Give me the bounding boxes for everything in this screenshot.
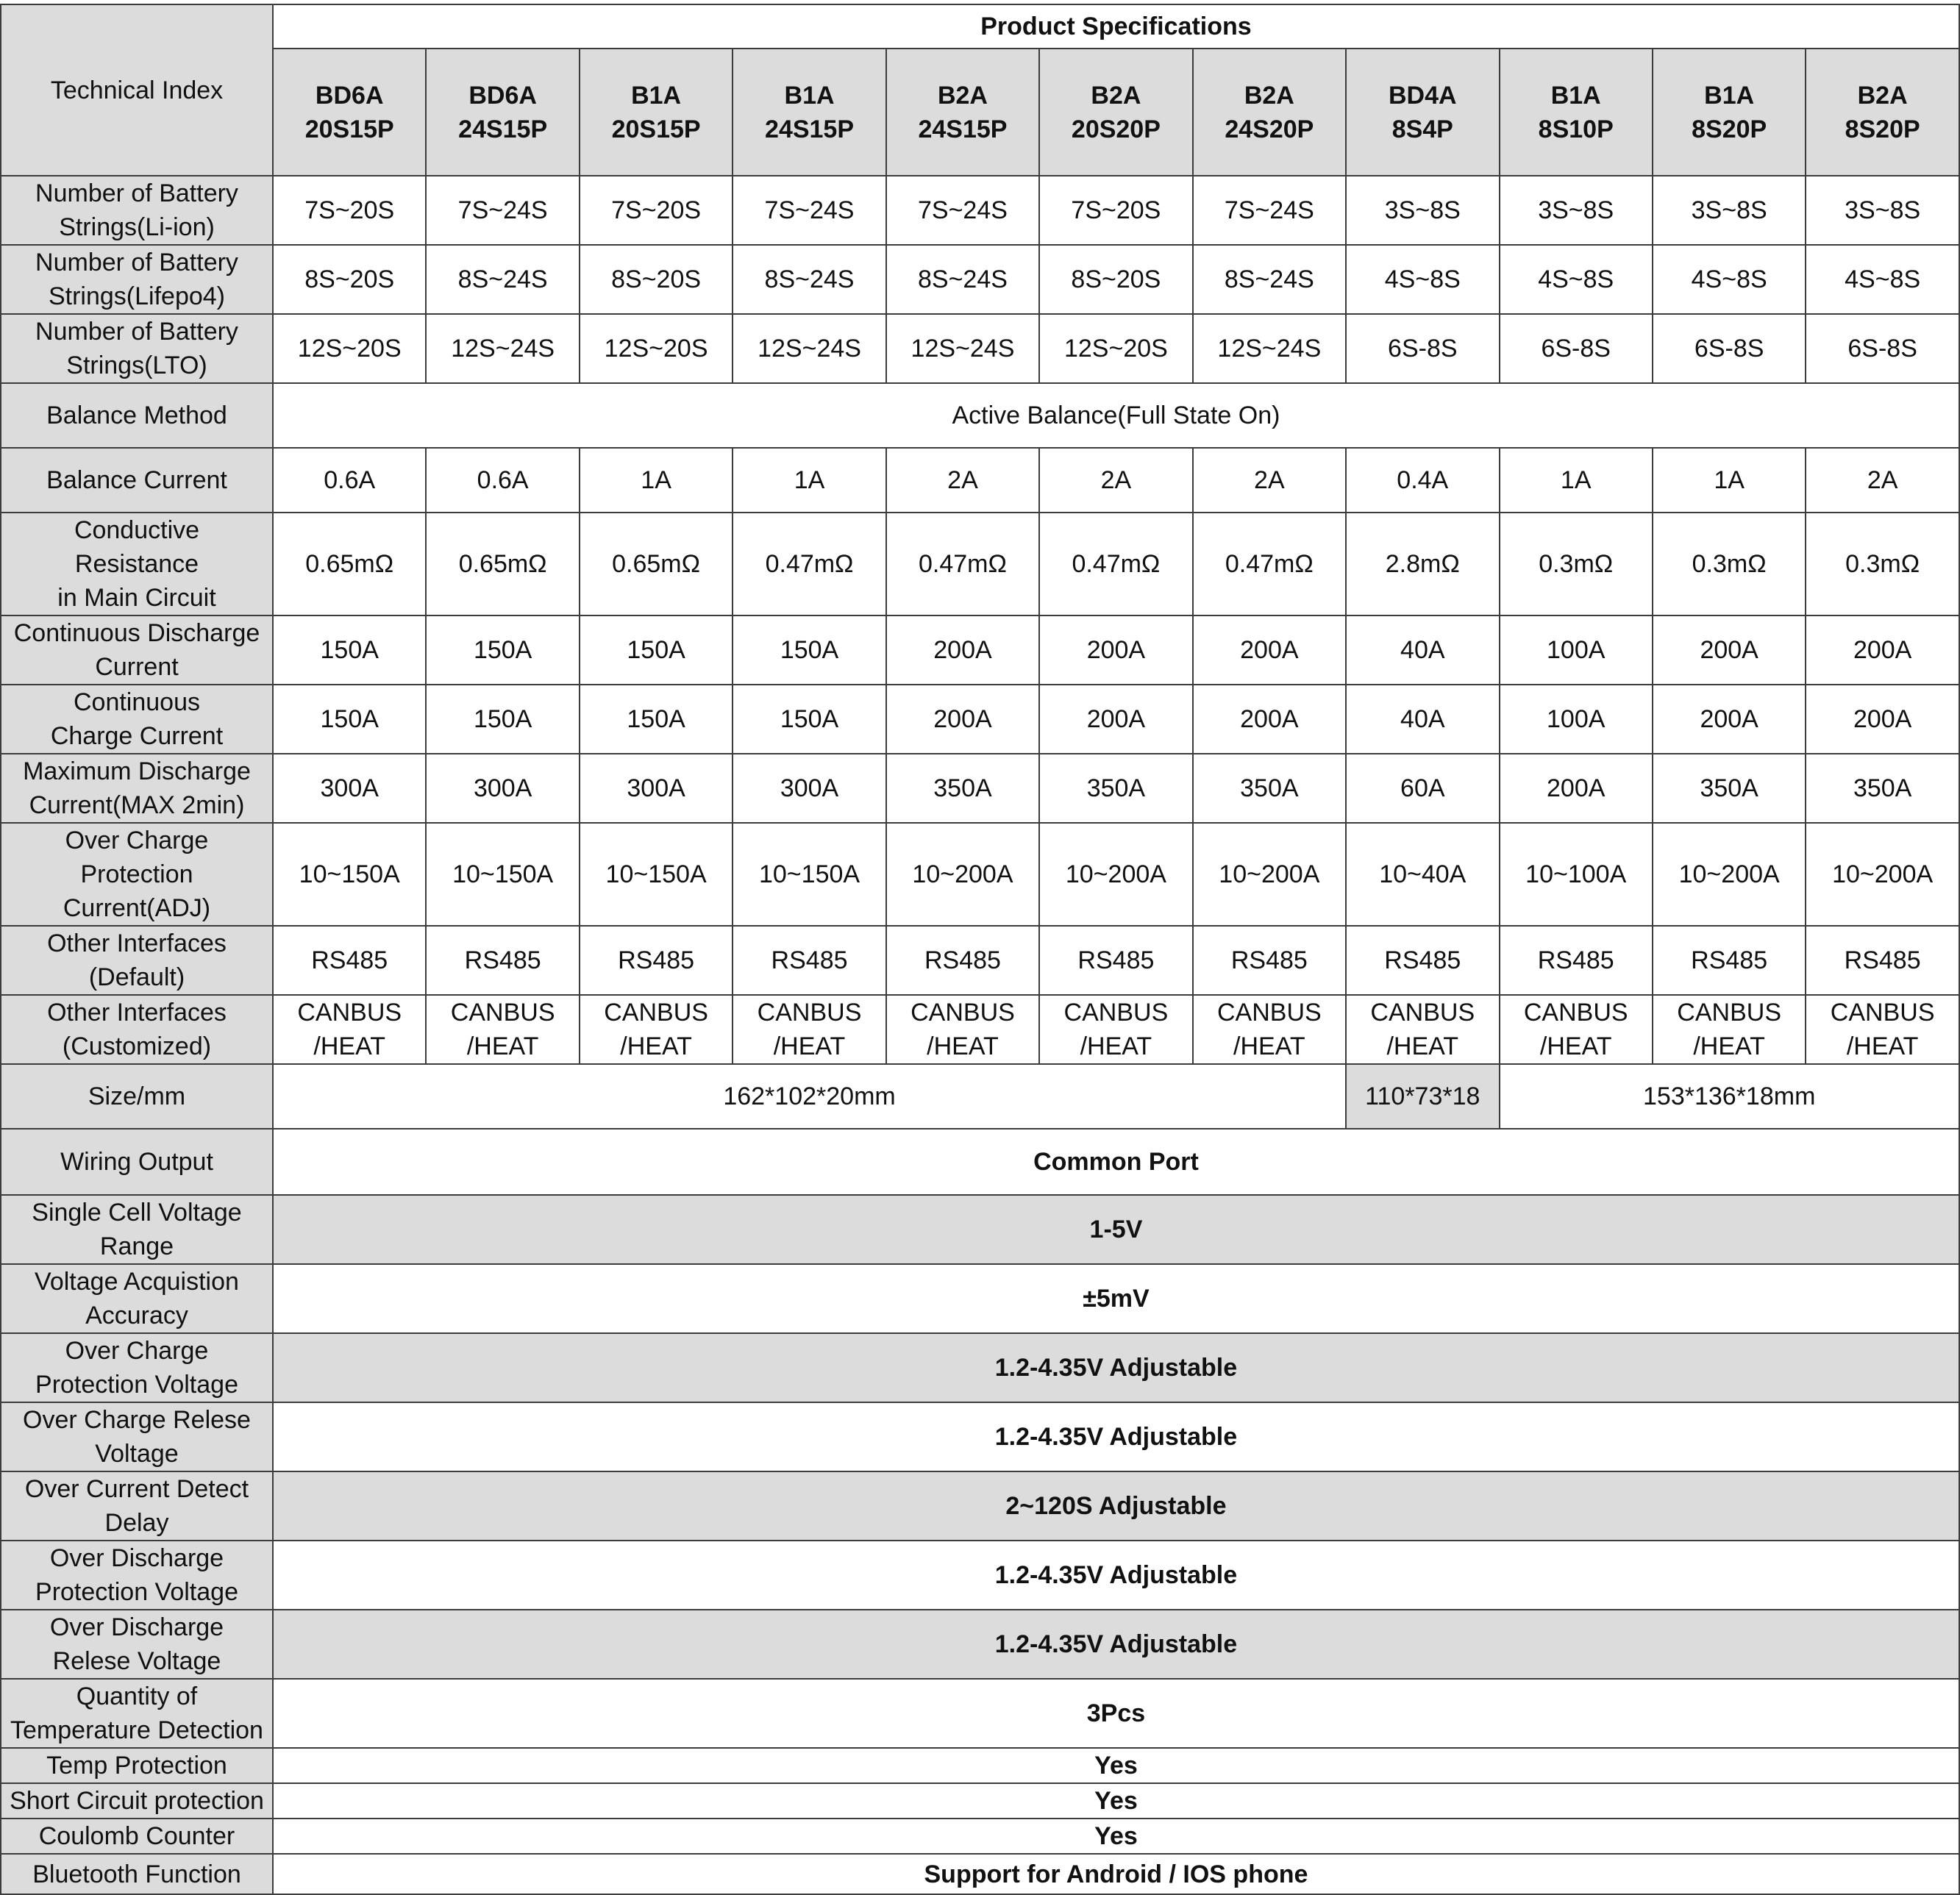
table-cell: 8S~24S <box>733 245 885 314</box>
table-cell: RS485 <box>1653 926 1806 995</box>
table-cell: 150A <box>733 685 885 754</box>
table-cell: 12S~24S <box>426 314 579 383</box>
table-cell: 7S~24S <box>733 176 885 245</box>
table-cell: 200A <box>1039 685 1192 754</box>
table-row <box>1 685 1959 754</box>
table-cell: 10~200A <box>886 823 1039 926</box>
table-cell: 8S~20S <box>273 245 426 314</box>
table-row <box>1 176 1959 245</box>
row-label: Bluetooth Function <box>1 1854 273 1894</box>
model-header-row <box>1 49 1959 176</box>
table-cell: 2A <box>1039 448 1192 513</box>
row-label: Balance Current <box>1 448 273 513</box>
table-cell: 150A <box>580 615 733 685</box>
model-header-1: BD6A 24S15P <box>426 49 579 176</box>
table-cell: RS485 <box>580 926 733 995</box>
size-group-3: 153*136*18mm <box>1500 1064 1959 1129</box>
table-cell: 200A <box>1653 615 1806 685</box>
model-header-9: B1A 8S20P <box>1653 49 1806 176</box>
row-label: Number of Battery Strings(Lifepo4) <box>1 245 273 314</box>
row-label: Other Interfaces (Default) <box>1 926 273 995</box>
table-cell: 10~100A <box>1500 823 1653 926</box>
size-group-1: 162*102*20mm <box>273 1064 1346 1129</box>
size-group-2: 110*73*18 <box>1346 1064 1499 1129</box>
table-cell: 2A <box>1193 448 1346 513</box>
row-label: Single Cell Voltage Range <box>1 1195 273 1264</box>
table-cell: 7S~24S <box>1193 176 1346 245</box>
table-cell: 3S~8S <box>1346 176 1499 245</box>
common-value: 1.2-4.35V Adjustable <box>273 1541 1959 1610</box>
table-cell: RS485 <box>1193 926 1346 995</box>
table-cell: RS485 <box>1346 926 1499 995</box>
table-cell: 350A <box>1039 754 1192 823</box>
table-cell: CANBUS /HEAT <box>580 995 733 1064</box>
table-cell: 200A <box>1193 685 1346 754</box>
table-row <box>1 1264 1959 1333</box>
table-cell: 10~150A <box>273 823 426 926</box>
table-cell: 150A <box>426 615 579 685</box>
table-row <box>1 448 1959 513</box>
table-cell: RS485 <box>1039 926 1192 995</box>
table-cell: 12S~20S <box>580 314 733 383</box>
table-cell: 12S~24S <box>886 314 1039 383</box>
size-row <box>1 1064 1959 1129</box>
table-cell: CANBUS /HEAT <box>886 995 1039 1064</box>
table-cell: 10~200A <box>1806 823 1959 926</box>
model-header-10: B2A 8S20P <box>1806 49 1959 176</box>
table-cell: 12S~24S <box>733 314 885 383</box>
table-row <box>1 1748 1959 1783</box>
model-header-4: B2A 24S15P <box>886 49 1039 176</box>
row-label: Temp Protection <box>1 1748 273 1783</box>
row-label: Over Discharge Relese Voltage <box>1 1610 273 1679</box>
table-row <box>1 926 1959 995</box>
table-cell: 8S~24S <box>886 245 1039 314</box>
row-label: Conductive Resistance in Main Circuit <box>1 513 273 615</box>
table-cell: 6S-8S <box>1500 314 1653 383</box>
table-cell: 150A <box>426 685 579 754</box>
table-cell: 4S~8S <box>1346 245 1499 314</box>
table-cell: 8S~24S <box>426 245 579 314</box>
table-cell: 10~150A <box>426 823 579 926</box>
table-cell: 150A <box>580 685 733 754</box>
table-cell: 10~200A <box>1039 823 1192 926</box>
table-row <box>1 1679 1959 1748</box>
table-cell: CANBUS /HEAT <box>1039 995 1192 1064</box>
table-cell: RS485 <box>886 926 1039 995</box>
table-cell: 3S~8S <box>1806 176 1959 245</box>
table-cell: 8S~24S <box>1193 245 1346 314</box>
table-row <box>1 1610 1959 1679</box>
table-cell: 300A <box>580 754 733 823</box>
table-cell: 300A <box>273 754 426 823</box>
common-value: Support for Android / IOS phone <box>273 1854 1959 1894</box>
table-cell: 0.65mΩ <box>580 513 733 615</box>
row-label: Wiring Output <box>1 1129 273 1195</box>
table-cell: 350A <box>1653 754 1806 823</box>
row-label: Number of Battery Strings(LTO) <box>1 314 273 383</box>
common-value: 2~120S Adjustable <box>273 1471 1959 1541</box>
table-cell: 300A <box>733 754 885 823</box>
table-cell: 40A <box>1346 615 1499 685</box>
row-label: Over Discharge Protection Voltage <box>1 1541 273 1610</box>
table-row <box>1 1333 1959 1402</box>
table-cell: 150A <box>733 615 885 685</box>
table-cell: 0.3mΩ <box>1653 513 1806 615</box>
table-row <box>1 1541 1959 1610</box>
table-cell: 10~150A <box>580 823 733 926</box>
model-header-7: BD4A 8S4P <box>1346 49 1499 176</box>
table-row <box>1 513 1959 615</box>
table-cell: 0.47mΩ <box>886 513 1039 615</box>
table-cell: 200A <box>1806 615 1959 685</box>
table-cell: RS485 <box>426 926 579 995</box>
table-cell: CANBUS /HEAT <box>1500 995 1653 1064</box>
table-row <box>1 314 1959 383</box>
table-cell: 0.47mΩ <box>1039 513 1192 615</box>
table-cell: 100A <box>1500 615 1653 685</box>
table-cell: 0.47mΩ <box>733 513 885 615</box>
table-cell: 200A <box>886 685 1039 754</box>
table-cell: 4S~8S <box>1500 245 1653 314</box>
technical-index-label: Technical Index <box>1 4 273 176</box>
model-header-2: B1A 20S15P <box>580 49 733 176</box>
table-cell: 3S~8S <box>1500 176 1653 245</box>
table-cell: CANBUS /HEAT <box>1806 995 1959 1064</box>
row-label: Over Current Detect Delay <box>1 1471 273 1541</box>
model-header-0: BD6A 20S15P <box>273 49 426 176</box>
table-cell: 12S~20S <box>1039 314 1192 383</box>
table-cell: CANBUS /HEAT <box>1346 995 1499 1064</box>
spec-table <box>0 4 1960 1895</box>
row-label: Balance Method <box>1 383 273 448</box>
row-label: Over Charge Protection Current(ADJ) <box>1 823 273 926</box>
table-row <box>1 995 1959 1064</box>
table-cell: 12S~24S <box>1193 314 1346 383</box>
table-cell: 150A <box>273 685 426 754</box>
table-row <box>1 1783 1959 1819</box>
table-cell: CANBUS /HEAT <box>1653 995 1806 1064</box>
row-label: Voltage Acquistion Accuracy <box>1 1264 273 1333</box>
table-cell: 200A <box>1653 685 1806 754</box>
table-row <box>1 823 1959 926</box>
table-cell: 0.3mΩ <box>1806 513 1959 615</box>
common-value: Yes <box>273 1819 1959 1854</box>
table-cell: CANBUS /HEAT <box>733 995 885 1064</box>
table-cell: 7S~20S <box>580 176 733 245</box>
table-cell: RS485 <box>1806 926 1959 995</box>
table-cell: 3S~8S <box>1653 176 1806 245</box>
table-cell: 200A <box>1193 615 1346 685</box>
common-value: Yes <box>273 1783 1959 1819</box>
table-cell: 10~40A <box>1346 823 1499 926</box>
table-cell: 100A <box>1500 685 1653 754</box>
row-label: Over Charge Protection Voltage <box>1 1333 273 1402</box>
table-cell: 1A <box>1653 448 1806 513</box>
table-cell: 4S~8S <box>1806 245 1959 314</box>
table-cell: 0.47mΩ <box>1193 513 1346 615</box>
common-value: 1.2-4.35V Adjustable <box>273 1402 1959 1471</box>
table-cell: 6S-8S <box>1653 314 1806 383</box>
table-cell: 7S~20S <box>273 176 426 245</box>
table-cell: 2A <box>886 448 1039 513</box>
table-cell: 200A <box>1039 615 1192 685</box>
table-row <box>1 615 1959 685</box>
table-cell: 40A <box>1346 685 1499 754</box>
table-cell: 1A <box>733 448 885 513</box>
table-cell: 0.65mΩ <box>273 513 426 615</box>
table-cell: 10~200A <box>1653 823 1806 926</box>
row-label: Over Charge Relese Voltage <box>1 1402 273 1471</box>
row-label: Short Circuit protection <box>1 1783 273 1819</box>
common-value: 1.2-4.35V Adjustable <box>273 1610 1959 1679</box>
table-cell: 350A <box>886 754 1039 823</box>
table-cell: 6S-8S <box>1346 314 1499 383</box>
table-cell: 8S~20S <box>580 245 733 314</box>
table-row <box>1 1854 1959 1894</box>
table-title: Product Specifications <box>273 4 1959 49</box>
row-label: Quantity of Temperature Detection <box>1 1679 273 1748</box>
table-row <box>1 754 1959 823</box>
model-header-5: B2A 20S20P <box>1039 49 1192 176</box>
table-cell: RS485 <box>733 926 885 995</box>
table-cell: 7S~24S <box>886 176 1039 245</box>
table-cell: 150A <box>273 615 426 685</box>
row-label: Continuous Charge Current <box>1 685 273 754</box>
common-value: 1-5V <box>273 1195 1959 1264</box>
table-cell: 350A <box>1806 754 1959 823</box>
row-label: Size/mm <box>1 1064 273 1129</box>
table-cell: 300A <box>426 754 579 823</box>
table-cell: 7S~24S <box>426 176 579 245</box>
common-value: 1.2-4.35V Adjustable <box>273 1333 1959 1402</box>
table-cell: 0.4A <box>1346 448 1499 513</box>
common-value: Yes <box>273 1748 1959 1783</box>
table-cell: 1A <box>1500 448 1653 513</box>
table-cell: CANBUS /HEAT <box>273 995 426 1064</box>
table-cell: CANBUS /HEAT <box>426 995 579 1064</box>
table-row <box>1 1402 1959 1471</box>
row-label: Other Interfaces (Customized) <box>1 995 273 1064</box>
table-cell: 0.3mΩ <box>1500 513 1653 615</box>
table-cell: 350A <box>1193 754 1346 823</box>
balance-method-value: Active Balance(Full State On) <box>273 383 1959 448</box>
table-cell: 60A <box>1346 754 1499 823</box>
table-cell: 200A <box>1500 754 1653 823</box>
row-label: Maximum Discharge Current(MAX 2min) <box>1 754 273 823</box>
table-row <box>1 245 1959 314</box>
balance-method-row <box>1 383 1959 448</box>
row-label: Coulomb Counter <box>1 1819 273 1854</box>
table-cell: 10~200A <box>1193 823 1346 926</box>
model-header-8: B1A 8S10P <box>1500 49 1653 176</box>
table-cell: RS485 <box>1500 926 1653 995</box>
title-row <box>1 4 1959 49</box>
table-cell: 4S~8S <box>1653 245 1806 314</box>
table-cell: 8S~20S <box>1039 245 1192 314</box>
common-value: 3Pcs <box>273 1679 1959 1748</box>
table-cell: 7S~20S <box>1039 176 1192 245</box>
table-cell: CANBUS /HEAT <box>1193 995 1346 1064</box>
wiring-value: Common Port <box>273 1129 1959 1195</box>
table-cell: 6S-8S <box>1806 314 1959 383</box>
model-header-6: B2A 24S20P <box>1193 49 1346 176</box>
table-cell: 0.65mΩ <box>426 513 579 615</box>
table-row <box>1 1471 1959 1541</box>
table-row <box>1 1819 1959 1854</box>
table-cell: 200A <box>886 615 1039 685</box>
table-cell: 0.6A <box>426 448 579 513</box>
row-label: Number of Battery Strings(Li-ion) <box>1 176 273 245</box>
table-cell: RS485 <box>273 926 426 995</box>
table-cell: 12S~20S <box>273 314 426 383</box>
table-cell: 2A <box>1806 448 1959 513</box>
row-label: Continuous Discharge Current <box>1 615 273 685</box>
wiring-row <box>1 1129 1959 1195</box>
table-cell: 1A <box>580 448 733 513</box>
table-cell: 10~150A <box>733 823 885 926</box>
table-cell: 2.8mΩ <box>1346 513 1499 615</box>
table-row <box>1 1195 1959 1264</box>
common-value: ±5mV <box>273 1264 1959 1333</box>
model-header-3: B1A 24S15P <box>733 49 885 176</box>
table-cell: 200A <box>1806 685 1959 754</box>
table-cell: 0.6A <box>273 448 426 513</box>
